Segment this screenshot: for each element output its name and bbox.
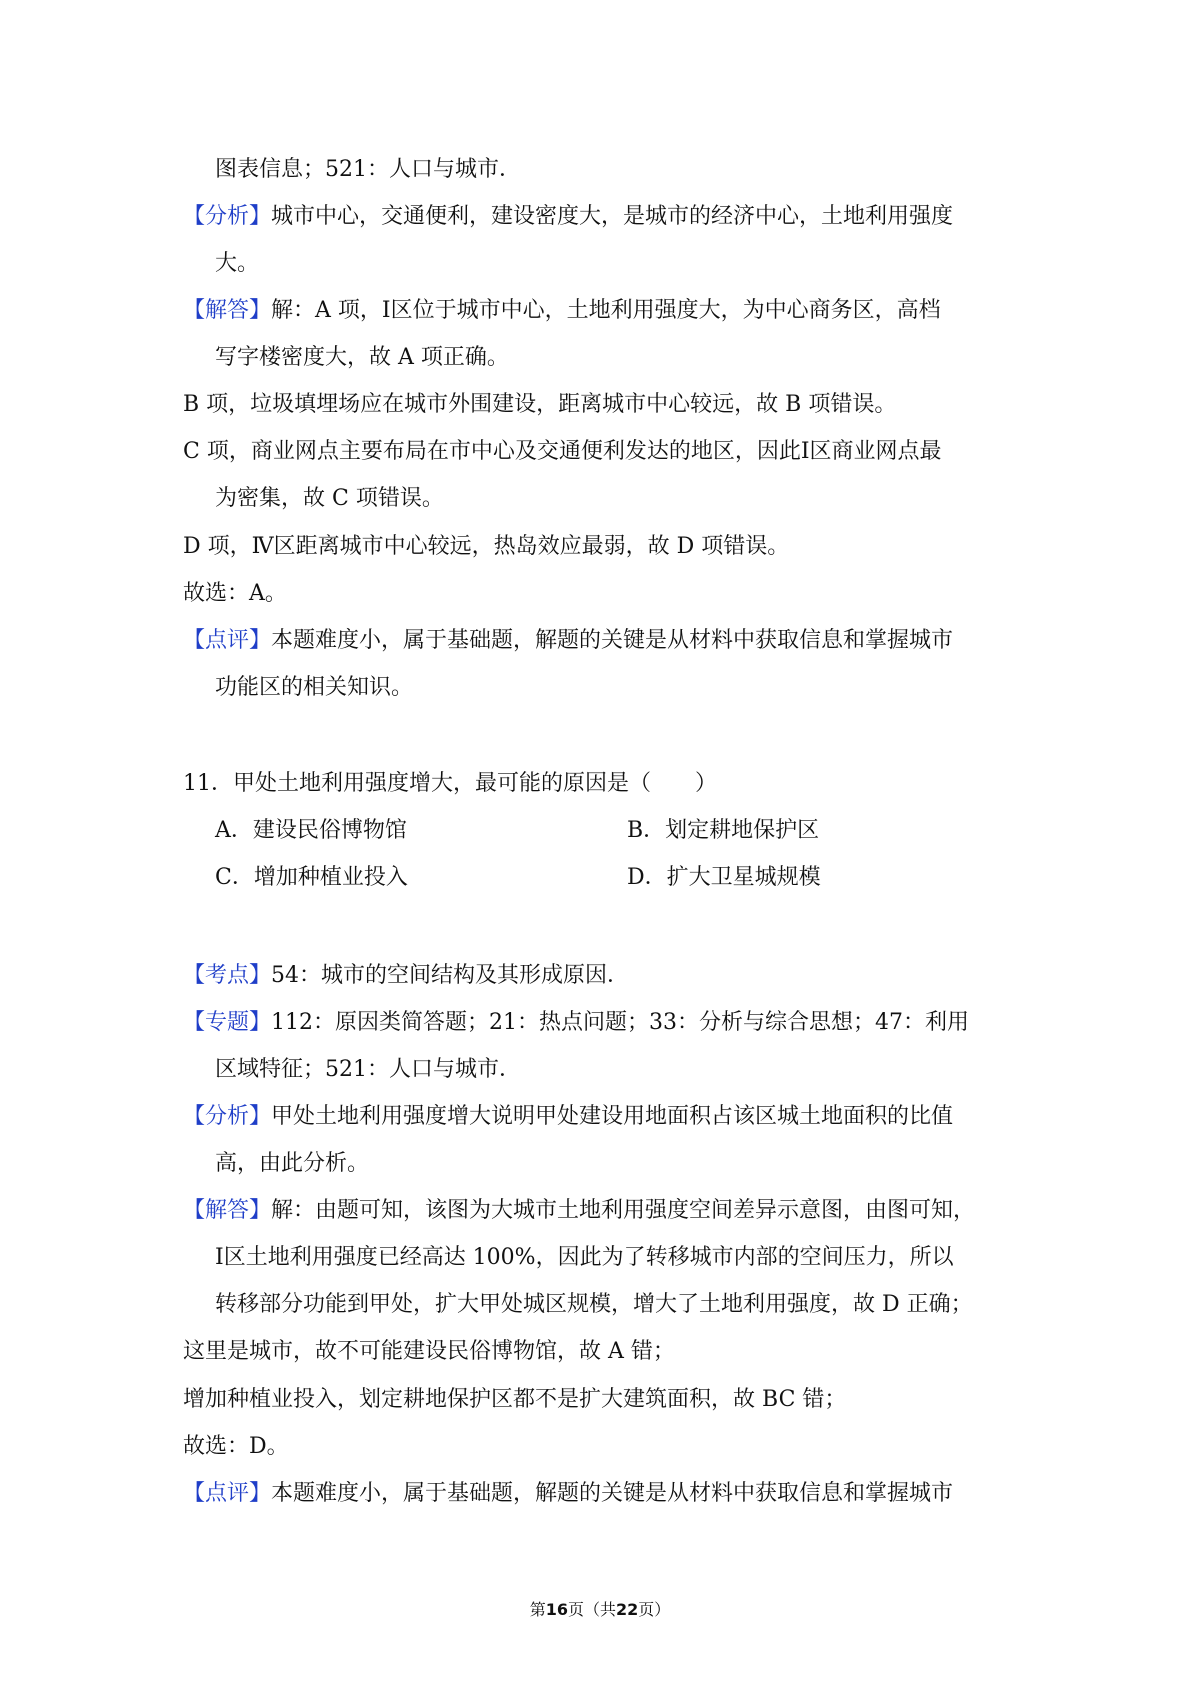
q10-final-answer: 故选：A。 — [183, 581, 287, 606]
total-page-number: 22 — [616, 1600, 639, 1619]
q11-option-a: A．建设民俗博物馆 — [215, 818, 407, 843]
kaodian-text: 54：城市的空间结构及其形成原因． — [271, 963, 630, 988]
jieda-text-cont: 写字楼密度大，故 A 项正确。 — [215, 345, 509, 370]
option-c-explanation: C 项，商业网点主要布局在市中心及交通便利发达的地区，因此Ⅰ区商业网点最 — [183, 439, 942, 464]
q11-comment — [183, 1479, 953, 1509]
comment-text: 本题难度小，属于基础题，解题的关键是从材料中获取信息和掌握城市 — [271, 628, 954, 653]
zhuanti-text-cont: 区域特征；521：人口与城市． — [215, 1057, 521, 1082]
analysis-text-cont: 大。 — [215, 251, 260, 276]
analysis-tag: 【分析】 — [183, 1104, 272, 1129]
footer-prefix: 第 — [529, 1600, 546, 1619]
q10-comment — [183, 626, 953, 656]
q11-zhuanti — [183, 1008, 969, 1038]
analysis-tag: 【分析】 — [183, 204, 272, 229]
zhuanti-continuation: 图表信息；521：人口与城市． — [215, 157, 521, 182]
q11-option-d: D．扩大卫星城规模 — [627, 865, 821, 890]
jieda-text: 解：由题可知，该图为大城市土地利用强度空间差异示意图，由图可知， — [271, 1198, 976, 1223]
page-footer — [0, 1598, 1200, 1622]
footer-suffix: 页） — [638, 1600, 671, 1619]
q11-kaodian — [183, 961, 629, 991]
q10-analysis — [183, 202, 953, 232]
zhuanti-text: 112：原因类简答题；21：热点问题；33：分析与综合思想；47：利用 — [271, 1010, 969, 1035]
option-b-explanation: B 项，垃圾填埋场应在城市外围建设，距离城市中心较远，故 B 项错误。 — [183, 392, 897, 417]
jieda-text-cont-2: 转移部分功能到甲处，扩大甲处城区规模，增大了土地利用强度，故 D 正确； — [215, 1292, 973, 1317]
comment-tag: 【点评】 — [183, 628, 272, 653]
option-d-explanation: D 项，Ⅳ区距离城市中心较远，热岛效应最弱，故 D 项错误。 — [183, 534, 790, 559]
analysis-text-cont: 高，由此分析。 — [215, 1151, 370, 1176]
option-a-explanation: 这里是城市，故不可能建设民俗博物馆，故 A 错； — [183, 1339, 675, 1364]
q11-option-c: C．增加种植业投入 — [215, 865, 408, 890]
q11-option-b: B．划定耕地保护区 — [627, 818, 820, 843]
q11-answer-explanation — [183, 1196, 975, 1226]
analysis-text: 甲处土地利用强度增大说明甲处建设用地面积占该区城土地面积的比值 — [271, 1104, 954, 1129]
q11-stem: 11．甲处土地利用强度增大，最可能的原因是（ ） — [183, 771, 717, 796]
comment-text-cont: 功能区的相关知识。 — [215, 675, 414, 700]
option-bc-explanation: 增加种植业投入，划定耕地保护区都不是扩大建筑面积，故 BC 错； — [183, 1387, 847, 1412]
jieda-tag: 【解答】 — [183, 1198, 272, 1223]
zhuanti-tag: 【专题】 — [183, 1010, 272, 1035]
current-page-number: 16 — [545, 1600, 568, 1619]
q10-answer-explanation — [183, 296, 941, 326]
jieda-text-cont-1: Ⅰ区土地利用强度已经高达 100%，因此为了转移城市内部的空间压力，所以 — [215, 1245, 954, 1270]
jieda-tag: 【解答】 — [183, 298, 272, 323]
option-c-explanation-cont: 为密集，故 C 项错误。 — [215, 486, 444, 511]
q11-analysis — [183, 1102, 953, 1132]
analysis-text: 城市中心，交通便利，建设密度大，是城市的经济中心，土地利用强度 — [271, 204, 954, 229]
footer-mid: 页（共 — [567, 1600, 616, 1619]
jieda-text: 解：A 项，Ⅰ区位于城市中心，土地利用强度大，为中心商务区，高档 — [271, 298, 941, 323]
comment-tag: 【点评】 — [183, 1481, 272, 1506]
comment-text: 本题难度小，属于基础题，解题的关键是从材料中获取信息和掌握城市 — [271, 1481, 954, 1506]
kaodian-tag: 【考点】 — [183, 963, 272, 988]
q11-final-answer: 故选：D。 — [183, 1434, 289, 1459]
